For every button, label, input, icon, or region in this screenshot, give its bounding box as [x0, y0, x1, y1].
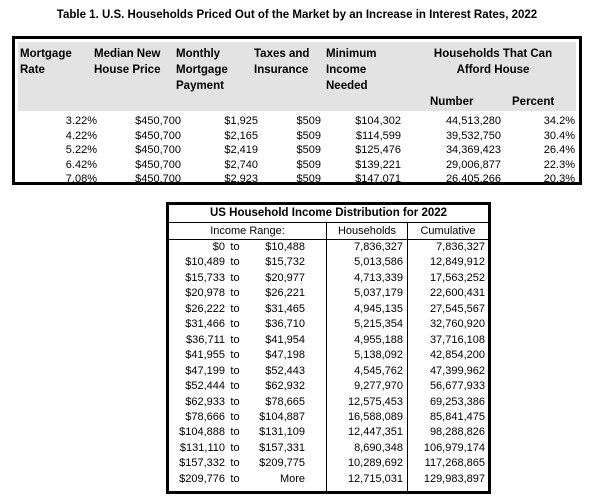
table-cell: 129,983,897 [423, 472, 485, 485]
table-row [169, 302, 488, 317]
table-cell: 6.42% [65, 158, 97, 171]
table-cell: 5,037,179 [354, 287, 403, 300]
table-cell: to [230, 426, 240, 439]
table-cell: $36,710 [265, 318, 305, 331]
affordability-table [12, 36, 582, 185]
table-cell: $157,332 [179, 457, 225, 470]
table-cell: $20,977 [265, 271, 305, 284]
table-cell: to [230, 241, 240, 253]
table-row [15, 114, 579, 129]
table-row [169, 364, 488, 379]
table-cell: $104,887 [259, 410, 305, 423]
table-cell: $509 [296, 158, 321, 171]
table-cell: 5,138,092 [354, 349, 403, 362]
table-cell: 10,289,692 [347, 457, 403, 470]
table-cell: $509 [296, 173, 321, 186]
table-cell: 16,588,089 [347, 410, 403, 423]
table-cell: 29,006,877 [445, 158, 501, 171]
table-cell: $26,221 [265, 287, 305, 300]
table-cell: $209,775 [259, 457, 305, 470]
table-cell: $450,700 [135, 129, 181, 142]
table-row [169, 271, 488, 286]
table-cell: $78,665 [265, 395, 305, 408]
table-cell: to [230, 472, 240, 485]
table-cell: to [230, 441, 240, 454]
table-row [15, 158, 579, 173]
table-cell: $125,476 [355, 144, 401, 157]
table-cell: 5,013,586 [354, 256, 403, 269]
table-cell: to [230, 364, 240, 377]
table-cell: 7,836,327 [354, 241, 403, 253]
table-cell: $15,733 [185, 271, 225, 284]
table1-title: Table 1. U.S. Households Priced Out of the Market by an Increase in Interest Rates, 2022 [56, 9, 538, 21]
table-cell: $62,932 [265, 380, 305, 393]
table-cell: $10,488 [265, 241, 305, 253]
table-cell: to [230, 256, 240, 269]
table-cell: to [230, 318, 240, 331]
table-cell: to [230, 333, 240, 346]
table-cell: $31,465 [265, 302, 305, 315]
table-cell: $36,711 [186, 333, 225, 346]
table-cell: $139,221 [355, 158, 401, 171]
table-row [15, 129, 579, 144]
income-table-header [169, 223, 488, 240]
table-cell: $509 [296, 129, 321, 142]
table-cell: $2,419 [224, 144, 258, 157]
table-cell: 4.22% [65, 129, 97, 142]
table-row [169, 240, 488, 255]
table-cell: $41,955 [185, 349, 225, 362]
header-minimum-income: Minimum Income Needed [326, 48, 377, 92]
table-cell: to [230, 271, 240, 284]
table-cell: 17,563,252 [429, 271, 485, 284]
table-row [169, 286, 488, 301]
table-cell: 22,600,431 [429, 287, 485, 300]
header-number: Number [430, 96, 474, 108]
table-cell: to [230, 349, 240, 362]
table-cell: 12,575,453 [347, 395, 403, 408]
table-cell: 32,760,920 [429, 318, 485, 331]
header-households-afford: Households That Can Afford House [433, 48, 553, 76]
table-cell: $78,666 [185, 410, 225, 423]
table-cell: 69,253,386 [429, 395, 485, 408]
table-cell: to [230, 380, 240, 393]
table-cell: 9,277,970 [354, 380, 403, 393]
income-distribution-table [166, 202, 491, 494]
table-row [169, 255, 488, 270]
table-cell: 34,369,423 [445, 144, 501, 157]
table-cell: $62,933 [185, 395, 225, 408]
table-cell: $52,444 [185, 380, 225, 393]
table-cell: $157,331 [259, 441, 305, 454]
table-cell: 8,690,348 [354, 441, 403, 454]
table-cell: $2,165 [224, 129, 258, 142]
table-cell: 26.4% [543, 144, 575, 157]
table-cell: 4,713,339 [354, 271, 403, 284]
table-cell: 85,841,475 [429, 410, 485, 423]
table-cell: to [230, 457, 240, 470]
table-cell: 42,854,200 [429, 349, 485, 362]
table-cell: $104,302 [355, 115, 401, 127]
header-mortgage-rate: Mortgage Rate [20, 48, 72, 76]
table-cell: $0 [212, 241, 225, 253]
table-cell: 5,215,354 [354, 318, 403, 331]
table-row [169, 379, 488, 394]
table-cell: $509 [296, 115, 321, 127]
table-cell: to [230, 302, 240, 315]
table-cell: 56,677,933 [429, 380, 485, 393]
table-cell: $20,978 [185, 287, 225, 300]
table-cell: $15,732 [265, 256, 305, 269]
table-row [169, 472, 488, 487]
table-cell: $31,466 [185, 318, 225, 331]
table-cell: 44,513,280 [445, 115, 501, 127]
table-cell: 4,545,762 [354, 364, 403, 377]
table-row [169, 348, 488, 363]
table-cell: 4,945,135 [354, 302, 403, 315]
table-cell: $10,489 [185, 256, 225, 269]
table-cell: 26,405,266 [445, 173, 501, 186]
table-cell: $147,071 [355, 173, 401, 186]
table-cell: $114,599 [355, 129, 401, 142]
table-cell: 20.3% [543, 173, 575, 186]
header-median-price: Median New House Price [94, 48, 161, 76]
table-cell: 12,715,031 [347, 472, 403, 485]
table-cell: $450,700 [135, 158, 181, 171]
table-cell: $104,888 [179, 426, 225, 439]
table-cell: $450,700 [135, 173, 181, 186]
table-cell: 3.22% [65, 115, 97, 127]
table-cell: $209,776 [179, 472, 225, 485]
table-cell: 30.4% [543, 129, 575, 142]
table-cell: $47,198 [265, 349, 305, 362]
header-income-range: Income Range: [210, 225, 285, 237]
table-cell: 98,288,826 [429, 426, 485, 439]
table-cell: $131,109 [259, 426, 305, 439]
table-cell: 37,716,108 [429, 333, 485, 346]
table-cell: $1,925 [224, 115, 258, 127]
header-taxes-insurance: Taxes and Insurance [254, 48, 310, 76]
table-cell: 5.22% [65, 144, 97, 157]
table-row [169, 410, 488, 425]
table-cell: 4,955,188 [354, 333, 403, 346]
table-row [169, 441, 488, 456]
table-cell: $47,199 [185, 364, 225, 377]
table-cell: to [230, 287, 240, 300]
header-cumulative: Cumulative [420, 225, 476, 237]
table-cell: 106,979,174 [423, 441, 485, 454]
table-row [15, 172, 579, 187]
table-cell: 7.08% [65, 173, 97, 186]
table-cell: 27,545,567 [429, 302, 485, 315]
table-cell: to [230, 395, 240, 408]
table-cell: $26,222 [185, 302, 225, 315]
table-cell: 12,447,351 [347, 426, 403, 439]
table-cell: 39,532,750 [445, 129, 501, 142]
income-table-title: US Household Income Distribution for 2022 [169, 205, 488, 223]
table-cell: 34.2% [543, 115, 575, 127]
table-row [169, 333, 488, 348]
table-cell: 12,849,912 [429, 256, 485, 269]
table-cell: $41,954 [265, 333, 305, 346]
header-monthly-payment: Monthly Mortgage Payment [176, 48, 228, 92]
header-percent: Percent [512, 96, 555, 108]
table-cell: 22.3% [543, 158, 575, 171]
table-cell: $131,110 [179, 441, 225, 454]
table-row [15, 143, 579, 158]
table-row [169, 317, 488, 332]
table-row [169, 456, 488, 471]
table-cell: $509 [296, 144, 321, 157]
table-cell: 7,836,327 [436, 241, 485, 253]
table-cell: $450,700 [135, 144, 181, 157]
header-households: Households [337, 225, 397, 237]
table-cell: More [279, 472, 305, 485]
affordability-table-header [18, 42, 576, 111]
table-cell: $52,443 [265, 364, 305, 377]
table-cell: 117,268,865 [424, 457, 485, 470]
table-cell: to [230, 410, 240, 423]
table-row [169, 395, 488, 410]
table-cell: 47,399,962 [429, 364, 485, 377]
table-cell: $2,740 [224, 158, 258, 171]
table-cell: $450,700 [135, 115, 181, 127]
table-row [169, 425, 488, 440]
table-cell: $2,923 [224, 173, 258, 186]
